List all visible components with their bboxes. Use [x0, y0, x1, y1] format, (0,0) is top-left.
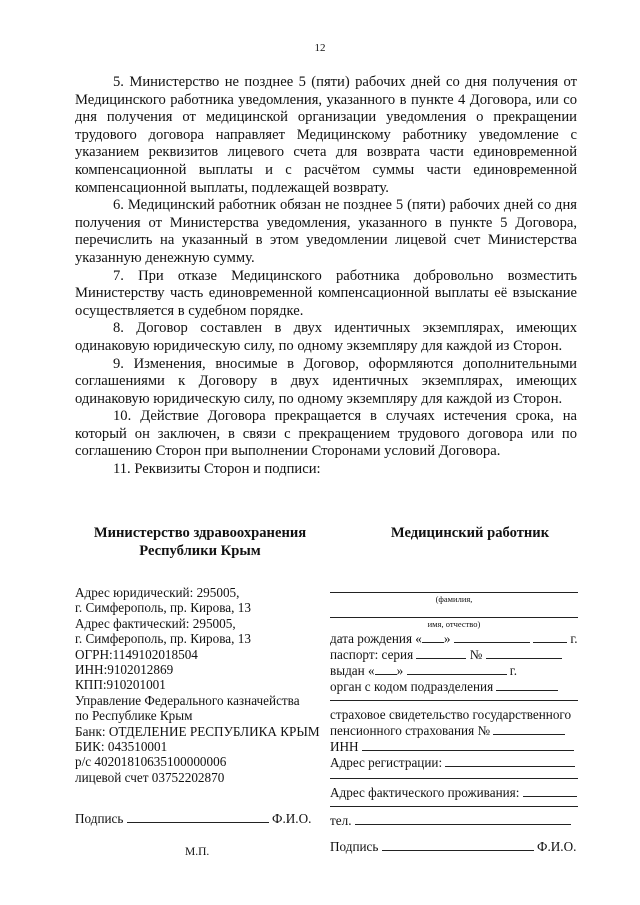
- birth-year-suffix: г.: [570, 631, 578, 646]
- bik: БИК: 043510001: [75, 739, 168, 755]
- surname-field[interactable]: [330, 592, 578, 593]
- registration-field[interactable]: [445, 754, 575, 767]
- birth-month-field[interactable]: [454, 630, 530, 643]
- ministry-heading-line1: Министерство здравоохранения: [93, 525, 307, 541]
- passport-number-label: №: [469, 647, 483, 662]
- birth-day-field[interactable]: [422, 630, 444, 643]
- birth-date-label: дата рождения «: [330, 631, 422, 646]
- actual-address-row: [330, 784, 577, 801]
- legal-address-line1: Адрес юридический: 295005,: [75, 585, 240, 600]
- issued-day-field[interactable]: [375, 662, 397, 675]
- passport-row: [330, 646, 562, 663]
- worker-sign-label: Подпись: [330, 839, 379, 854]
- legal-address-line2: г. Симферополь, пр. Кирова, 13: [75, 600, 251, 616]
- dept-code-field[interactable]: [496, 678, 558, 691]
- phone-field[interactable]: [355, 812, 571, 825]
- birth-date-close: »: [443, 631, 451, 646]
- passport-series-field[interactable]: [416, 646, 466, 659]
- worker-inn-row: [330, 738, 574, 755]
- issued-close: »: [396, 663, 404, 678]
- snils-label: пенсионного страхования №: [330, 723, 491, 738]
- personal-account: лицевой счет 03752202870: [75, 769, 225, 785]
- snils-field[interactable]: [493, 722, 565, 735]
- actual-address-field-2[interactable]: [330, 806, 578, 807]
- paragraph-6: 6. Медицинский работник обязан не позднее 5 (пяти) рабочих дней со дня получения от Министерства уведомления, указанного в пункте 5 Договора, перечислить на указанный в этом уведомлении лицевой счет Министерства указанную денежную сумму.: [75, 197, 577, 266]
- birth-year-field[interactable]: [533, 630, 567, 643]
- registration-row: [330, 754, 575, 771]
- worker-signature-field[interactable]: [382, 838, 534, 851]
- name-caption: имя, отчество): [427, 619, 481, 629]
- registration-field-2[interactable]: [330, 778, 578, 779]
- worker-heading: Медицинский работник: [390, 525, 550, 541]
- worker-signature-line: [330, 838, 576, 855]
- name-field[interactable]: [330, 617, 578, 618]
- worker-inn-field[interactable]: [362, 738, 574, 751]
- paragraph-10: 10. Действие Договора прекращается в случаях истечения срока, на который он заключен, в связи с прекращением трудового договора или по соглашению Сторон при выполнении Сторонами условий Договора.: [75, 408, 577, 460]
- ministry-fio-label: Ф.И.О.: [272, 811, 312, 826]
- contract-body: [75, 74, 577, 479]
- issued-row: [330, 662, 517, 679]
- phone-row: [330, 812, 571, 829]
- phone-label: тел.: [330, 813, 352, 828]
- snils-row: [330, 722, 565, 739]
- inn: ИНН:9102012869: [75, 662, 174, 678]
- actual-address-label: Адрес фактического проживания:: [330, 785, 520, 800]
- worker-inn-label: ИНН: [330, 739, 359, 754]
- issued-year-suffix: г.: [509, 663, 518, 678]
- ministry-sign-label: Подпись: [75, 811, 124, 826]
- issued-label: выдан «: [330, 663, 375, 678]
- ministry-signature-line: [75, 810, 311, 827]
- issued-month-field[interactable]: [407, 662, 507, 675]
- ministry-heading: [62, 524, 338, 560]
- surname-caption: (фамилия,: [435, 594, 473, 604]
- passport-number-field[interactable]: [486, 646, 562, 659]
- paragraph-8: 8. Договор составлен в двух идентичных экземплярах, имеющих одинаковую юридическую силу, по одному экземпляру для каждой из Сторон.: [75, 320, 577, 354]
- paragraph-5: 5. Министерство не позднее 5 (пяти) рабочих дней со дня получения от Медицинского работника уведомления, указанного в пункте 4 Договора, или со дня получения от медицинской организации уведомления о прекращении трудового договора направляет Медицинскому работнику уведомление с указанием реквизитов лицевого счета для возврата части единовременной компенсационной выплаты и с расчётом суммы части единовременной компенсационной выплаты, подлежащей возврату.: [75, 74, 577, 196]
- dept-code-label: орган с кодом подразделения: [330, 679, 494, 694]
- treasury-line2: по Республике Крым: [75, 708, 193, 724]
- ministry-heading-line2: Республики Крым: [139, 543, 261, 559]
- registration-label: Адрес регистрации:: [330, 755, 443, 770]
- actual-address-line1: Адрес фактический: 295005,: [75, 615, 236, 631]
- page-number: 12: [314, 42, 326, 54]
- snils-line1: страховое свидетельство государственного: [330, 707, 572, 722]
- actual-address-line2: г. Симферополь, пр. Кирова, 13: [75, 631, 251, 647]
- birth-date-row: [330, 630, 578, 647]
- stamp-place: М.П.: [185, 846, 210, 858]
- worker-fio-label: Ф.И.О.: [537, 839, 577, 854]
- actual-address-field[interactable]: [523, 784, 577, 797]
- dept-code-row: [330, 678, 558, 695]
- issued-by-field[interactable]: [330, 700, 578, 701]
- ministry-details: [75, 585, 335, 785]
- ogrn: ОГРН:1149102018504: [75, 646, 198, 662]
- kpp: КПП:910201001: [75, 677, 166, 693]
- paragraph-7: 7. При отказе Медицинского работника добровольно возместить Министерству часть единовременной компенсационной выплаты её взыскание осуществляется в судебном порядке.: [75, 267, 577, 319]
- paragraph-11: 11. Реквизиты Сторон и подписи:: [113, 461, 321, 478]
- bank: Банк: ОТДЕЛЕНИЕ РЕСПУБЛИКА КРЫМ: [75, 723, 320, 739]
- ministry-signature-field[interactable]: [127, 810, 269, 823]
- passport-series-label: паспорт: серия: [330, 647, 414, 662]
- paragraph-9: 9. Изменения, вносимые в Договор, оформляются дополнительными соглашениями к Договору в двух идентичных экземплярах, имеющих одинаковую юридическую силу, по одному экземпляру для каждой из Сторон.: [75, 355, 577, 407]
- treasury-line1: Управление Федерального казначейства: [75, 692, 300, 708]
- settlement-account: р/с 40201810635100000006: [75, 754, 227, 770]
